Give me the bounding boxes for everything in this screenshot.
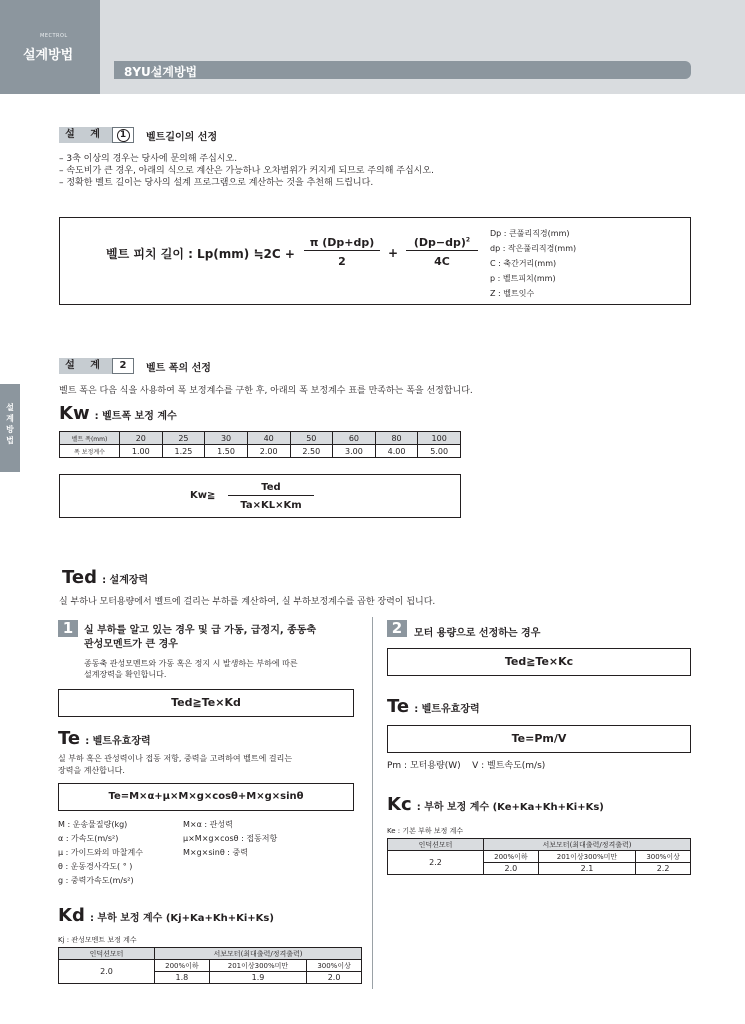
- side-tab-text: 설계방법: [6, 403, 14, 445]
- step1-word: 설 계: [59, 127, 112, 143]
- table-cell: 200%이하: [155, 960, 210, 972]
- te-symbol: Te: [58, 728, 81, 749]
- table-cell: 폭 보정계수: [60, 445, 120, 458]
- case2-te-heading: [387, 696, 480, 717]
- table-cell: 1.25: [162, 445, 205, 458]
- table-cell: 25: [162, 432, 205, 445]
- legend-item: Dp : 큰풀리직경(mm): [490, 229, 570, 238]
- kd-symbol: Kd: [58, 905, 85, 926]
- case2-number: 2: [387, 620, 407, 637]
- table-cell: 2.00: [247, 445, 290, 458]
- formula-sq-num-text: (Dp−dp): [413, 236, 466, 249]
- var-item: M : 운송물질량(kg): [58, 820, 128, 829]
- table-cell: 1.9: [209, 972, 306, 984]
- column-divider: [372, 617, 373, 989]
- formula-pi-numerator: π (Dp+dp): [304, 236, 380, 251]
- formula-plus: +: [388, 246, 399, 260]
- section-title: 설계방법: [23, 48, 74, 63]
- table-cell: 2.50: [290, 445, 333, 458]
- table-cell: 벨트 폭(mm): [60, 432, 120, 445]
- kw-table: [59, 431, 461, 458]
- te-symbol: Te: [387, 696, 410, 717]
- var-item: α : 가속도(m/s²): [58, 834, 119, 843]
- table-cell: 60: [333, 432, 376, 445]
- step2-title: 벨트 폭의 선정: [146, 362, 211, 374]
- table-cell: 2.1: [538, 863, 635, 875]
- table-cell: 1.00: [120, 445, 163, 458]
- case1-desc-line: 종동축 관성모멘트와 가동 혹은 정지 시 발생하는 부하에 따른: [84, 659, 298, 668]
- case2-title: 모터 용량으로 선정하는 경우: [414, 628, 541, 639]
- ted-caption: : 설계장력: [102, 575, 149, 586]
- step1-num-box: [112, 127, 134, 143]
- side-tab-label: [5, 402, 15, 446]
- ted-intro: 실 부하나 모터용량에서 벨트에 걸리는 부하를 계산하여, 실 부하보정계수를 곱한 장력이 됩니다.: [59, 597, 436, 607]
- step2-num: 2: [112, 358, 134, 374]
- table-cell: 201이상300%미만: [538, 851, 635, 863]
- formula-pi-denominator: 2: [338, 255, 346, 268]
- belt-length-formula-box: [59, 217, 691, 305]
- step2-word: 설 계: [59, 358, 112, 374]
- table-cell: 50: [290, 432, 333, 445]
- kj-label: Kj : 관성모멘트 보정 계수: [58, 936, 137, 944]
- step2-intro: 벨트 폭은 다음 식을 사용하여 폭 보정계수를 구한 후, 아래의 폭 보정계수 표를 만족하는 폭을 선정합니다.: [59, 386, 473, 396]
- table-header-cell: 서보모터(최대출력/정격출력): [155, 948, 362, 960]
- table-row: [60, 432, 461, 445]
- case1-te-formula-box: Te=M×α+μ×M×g×cosθ+M×g×sinθ: [58, 783, 354, 811]
- table-cell: 2.2: [636, 863, 691, 875]
- ke-label: Ke : 기본 부하 보정 계수: [387, 827, 464, 835]
- legend-item: C : 축간거리(mm): [490, 259, 557, 268]
- te-desc-line: 장력을 계산합니다.: [58, 766, 125, 775]
- var-item: μ×M×g×cosθ : 접동저항: [183, 834, 278, 843]
- table-cell: 201이상300%미만: [209, 960, 306, 972]
- case1-desc: [84, 658, 298, 680]
- kw-caption: : 벨트폭 보정 계수: [94, 411, 177, 422]
- ted-heading: [62, 567, 148, 588]
- var-item: g : 중력가속도(m/s²): [58, 876, 134, 885]
- kw-symbol: Kw: [59, 403, 90, 424]
- table-cell: 5.00: [418, 445, 461, 458]
- step1-note: – 정확한 벨트 길이는 당사의 설계 프로그램으로 계산하는 것을 추천해 드립니다.: [59, 178, 374, 188]
- case2-formula-box: Ted≧Te×Kc: [387, 648, 691, 676]
- case1-vars-left: [58, 818, 143, 888]
- step2-label: [59, 358, 211, 374]
- te-caption: : 벨트유효장력: [414, 704, 480, 715]
- table-header-cell: 인덕션모터: [59, 948, 155, 960]
- kw-heading: [59, 403, 177, 424]
- table-cell: 2.0: [484, 863, 539, 875]
- formula-sq-denominator: 4C: [434, 255, 450, 268]
- case2-te-vars: Pm : 모터용량(W) V : 벨트속도(m/s): [387, 761, 546, 771]
- step1-label: [59, 127, 217, 143]
- kw-formula-numerator: Ted: [228, 482, 314, 496]
- kc-caption: : 부하 보정 계수 (Ke+Ka+Kh+Ki+Ks): [416, 802, 604, 813]
- table-row: [60, 445, 461, 458]
- ted-symbol: Ted: [62, 567, 97, 588]
- table-cell: 30: [205, 432, 248, 445]
- legend-item: dp : 작은풀리직경(mm): [490, 244, 577, 253]
- table-row: [59, 960, 362, 972]
- var-item: M×g×sinθ : 중력: [183, 848, 248, 857]
- step1-title: 벨트길이의 선정: [146, 131, 218, 143]
- legend-item: p : 벨트피치(mm): [490, 274, 556, 283]
- table-cell: 2.2: [388, 851, 484, 875]
- case2-te-formula-box: Te=Pm/V: [387, 725, 691, 753]
- te-caption: : 벨트유효장력: [85, 736, 151, 747]
- table-cell: 300%이상: [307, 960, 362, 972]
- kj-table: [58, 947, 362, 984]
- table-cell: 40: [247, 432, 290, 445]
- header-band: [0, 0, 745, 94]
- case1-formula-box: Ted≧Te×Kd: [58, 689, 354, 717]
- table-cell: 1.8: [155, 972, 210, 984]
- table-cell: 20: [120, 432, 163, 445]
- table-cell: 1.50: [205, 445, 248, 458]
- kd-caption: : 부하 보정 계수 (Kj+Ka+Kh+Ki+Ks): [89, 913, 274, 924]
- te-desc-line: 실 부하 혹은 관성력이나 접동 저항, 중력을 고려하여 벨트에 걸리는: [58, 754, 293, 763]
- table-cell: 300%이상: [636, 851, 691, 863]
- ke-table: [387, 838, 691, 875]
- step1-notes: [59, 153, 434, 189]
- legend-item: Z : 벨트잇수: [490, 289, 535, 298]
- kc-heading: [387, 794, 604, 815]
- table-row: [388, 851, 691, 863]
- case1-te-heading: [58, 728, 151, 749]
- kc-symbol: Kc: [387, 794, 412, 815]
- step1-note: – 3축 이상의 경우는 당사에 문의해 주십시오.: [59, 154, 238, 164]
- case1-vars-right: [183, 818, 277, 860]
- table-cell: 3.00: [333, 445, 376, 458]
- brand-label: MECTROL: [40, 33, 68, 39]
- table-cell: 100: [418, 432, 461, 445]
- kw-formula-box: [59, 474, 461, 518]
- step1-note: – 속도비가 큰 경우, 아래의 식으로 계산은 가능하나 오차범위가 커지게 되므로 주의해 주십시오.: [59, 166, 434, 176]
- table-row: [59, 948, 362, 960]
- table-cell: 2.0: [307, 972, 362, 984]
- formula-sq-numerator: [406, 236, 478, 251]
- case1-title-line: 관성모멘트가 큰 경우: [84, 639, 178, 650]
- case1-te-desc: [58, 753, 292, 777]
- kd-heading: [58, 905, 274, 926]
- formula-sq-exponent: 2: [465, 236, 471, 244]
- table-header-cell: 서보모터(최대출력/정격출력): [484, 839, 691, 851]
- table-cell: 4.00: [375, 445, 418, 458]
- case1-number: 1: [58, 620, 78, 637]
- table-header-cell: 인덕션모터: [388, 839, 484, 851]
- kw-formula-lead: Kw≧: [190, 490, 216, 501]
- table-cell: 2.0: [59, 960, 155, 984]
- step1-num: 1: [117, 129, 130, 142]
- var-item: μ : 가이드와의 마찰계수: [58, 848, 143, 857]
- table-cell: 80: [375, 432, 418, 445]
- case1-title: [84, 624, 316, 652]
- table-cell: 200%이하: [484, 851, 539, 863]
- case1-title-line: 실 부하를 알고 있는 경우 및 급 가동, 급정지, 종동축: [84, 625, 317, 636]
- formula-legend: [490, 226, 576, 301]
- belt-length-formula-lead: 벨트 피치 길이 : Lp(mm) ≒2C +: [106, 247, 295, 261]
- case1-desc-line: 설계장력을 확인합니다.: [84, 670, 167, 679]
- kw-formula-denominator: Ta×KL×Km: [240, 500, 302, 511]
- var-item: θ : 운동경사각도( ° ): [58, 862, 133, 871]
- page-title-bar: [114, 61, 691, 79]
- var-item: M×α : 관성력: [183, 820, 233, 829]
- table-row: [388, 839, 691, 851]
- page-title: 8YU설계방법: [124, 65, 198, 79]
